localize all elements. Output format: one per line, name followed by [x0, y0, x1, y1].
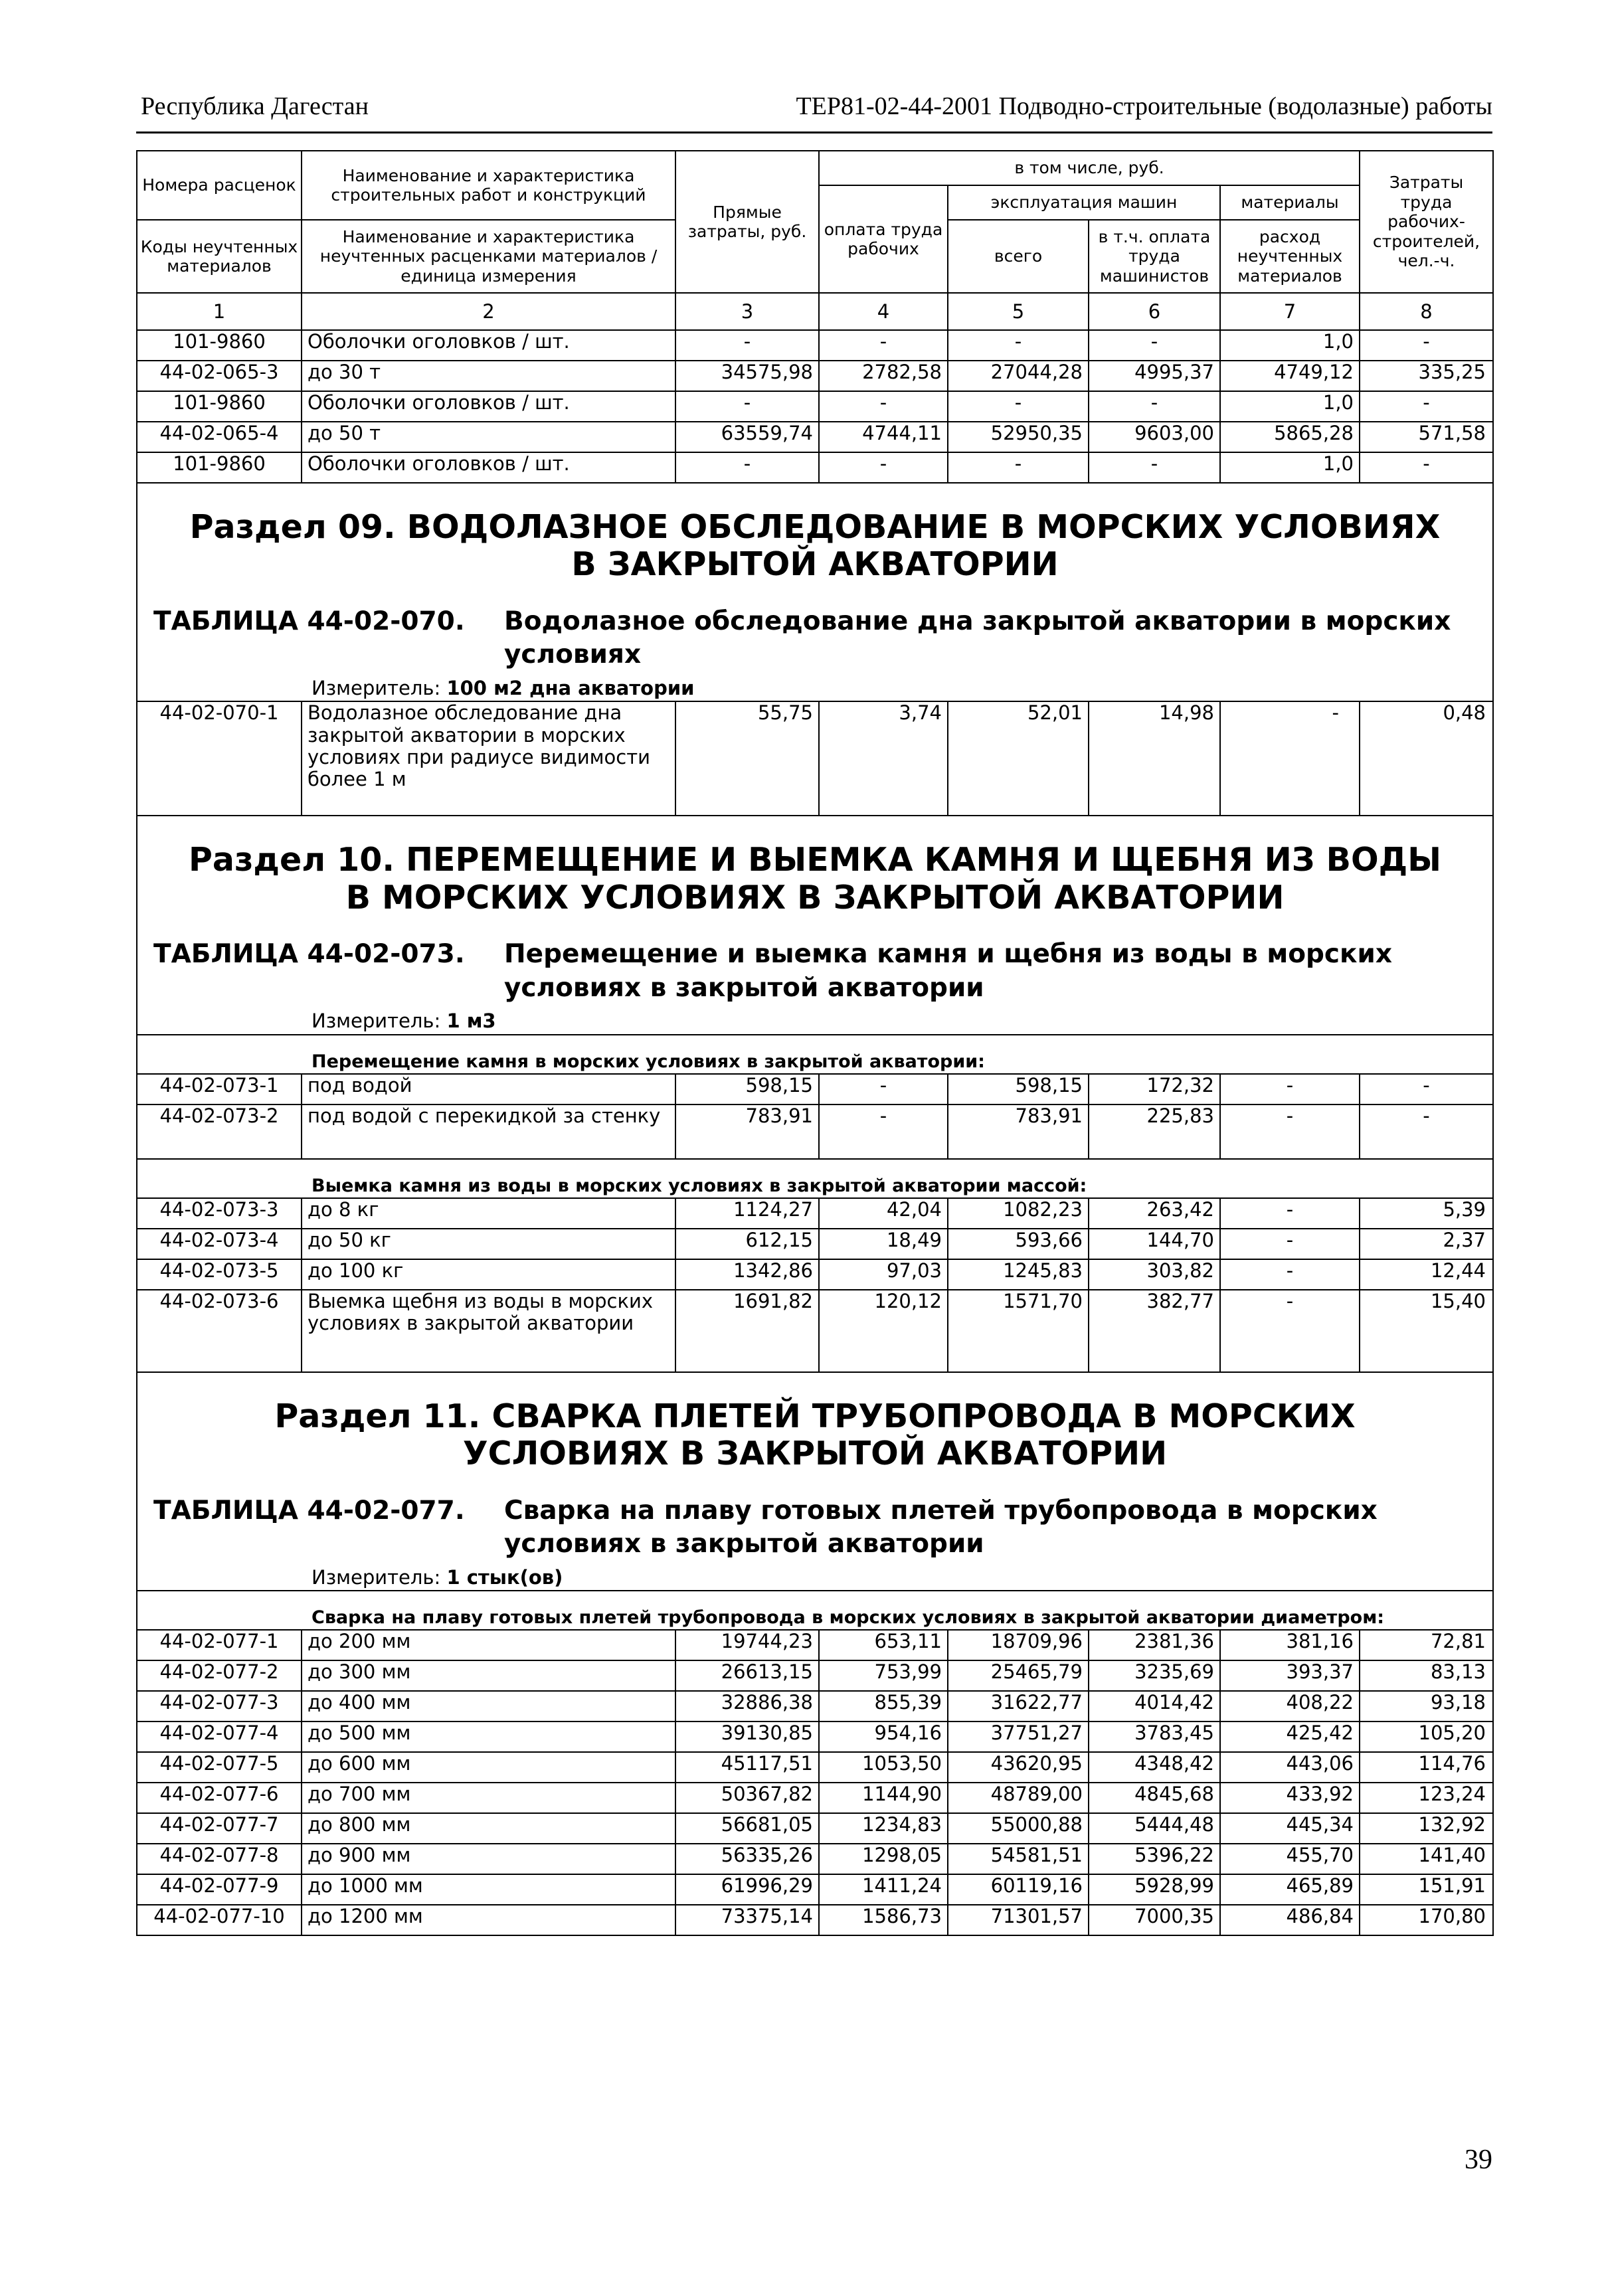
rate-code: 44-02-077-2 [137, 1660, 302, 1691]
materials-cost: 408,22 [1220, 1691, 1360, 1722]
rate-code: 44-02-077-6 [137, 1783, 302, 1813]
rate-code: 44-02-073-6 [137, 1290, 302, 1372]
table-row [137, 1198, 1493, 1229]
header-labor-costs: Затраты труда рабочих-строителей, чел.-ч. [1360, 151, 1493, 293]
table-row [137, 361, 1493, 391]
materials-cost: 425,42 [1220, 1722, 1360, 1752]
operators-pay: 303,82 [1089, 1259, 1220, 1290]
header-operators-pay: в т.ч. оплата труда машинистов [1089, 220, 1220, 293]
rate-name: до 1000 мм [302, 1874, 675, 1905]
materials-cost: - [1220, 1198, 1360, 1229]
labor-pay: 1234,83 [819, 1813, 948, 1844]
labor-pay: 855,39 [819, 1691, 948, 1722]
machines-total: 43620,95 [948, 1752, 1089, 1783]
header-labor-pay: оплата труда рабочих [819, 185, 948, 293]
labor-pay: - [819, 391, 948, 422]
table-044-02-073-heading [137, 931, 1493, 1009]
section-09-title-line1: Раздел 09. ВОДОЛАЗНОЕ ОБСЛЕДОВАНИЕ В МОРСКИХ УСЛОВИЯХ [189, 508, 1441, 546]
table-row [137, 1691, 1493, 1722]
materials-cost: - [1220, 1074, 1360, 1104]
direct-costs: 45117,51 [675, 1752, 819, 1783]
header-material-codes: Коды неучтенных материалов [137, 220, 302, 293]
subheading-row [137, 1035, 1493, 1074]
table-044-02-077-heading [137, 1488, 1493, 1565]
section-11-heading-row [137, 1372, 1493, 1488]
machines-total: 71301,57 [948, 1905, 1089, 1935]
operators-pay: - [1089, 330, 1220, 361]
labor-costs: 15,40 [1360, 1290, 1493, 1372]
measure-value: 100 м2 дна акватории [446, 677, 695, 700]
materials-cost: - [1220, 1290, 1360, 1372]
direct-costs: 19744,23 [675, 1630, 819, 1660]
rate-code: 44-02-077-8 [137, 1844, 302, 1874]
table-row [137, 422, 1493, 452]
rate-code: 44-02-073-5 [137, 1259, 302, 1290]
rate-name: Оболочки оголовков / шт. [302, 330, 675, 361]
rate-name: до 900 мм [302, 1844, 675, 1874]
direct-costs: 32886,38 [675, 1691, 819, 1722]
machines-total: 54581,51 [948, 1844, 1089, 1874]
labor-pay: 18,49 [819, 1229, 948, 1259]
operators-pay: 144,70 [1089, 1229, 1220, 1259]
materials-cost: 1,0 [1220, 452, 1360, 483]
machines-total: 25465,79 [948, 1660, 1089, 1691]
operators-pay: 4348,42 [1089, 1752, 1220, 1783]
labor-pay: 3,74 [819, 701, 948, 816]
materials-cost: 465,89 [1220, 1874, 1360, 1905]
operators-pay: 382,77 [1089, 1290, 1220, 1372]
rate-name: до 400 мм [302, 1691, 675, 1722]
materials-cost: 433,92 [1220, 1783, 1360, 1813]
table-044-02-077-heading-row [137, 1488, 1493, 1565]
labor-costs: - [1360, 330, 1493, 361]
measure-value: 1 м3 [446, 1010, 496, 1033]
table-row [137, 701, 1493, 816]
column-number: 1 [137, 293, 302, 330]
labor-costs: 105,20 [1360, 1722, 1493, 1752]
labor-costs: - [1360, 391, 1493, 422]
materials-cost: - [1220, 1229, 1360, 1259]
labor-pay: 954,16 [819, 1722, 948, 1752]
table-row [137, 1630, 1493, 1660]
section-11-title-line1: Раздел 11. СВАРКА ПЛЕТЕЙ ТРУБОПРОВОДА В МОРСКИХ [274, 1397, 1356, 1435]
header-divider [136, 132, 1492, 133]
rate-name: до 700 мм [302, 1783, 675, 1813]
machines-total: 52,01 [948, 701, 1089, 816]
table-row [137, 1722, 1493, 1752]
operators-pay: 225,83 [1089, 1104, 1220, 1159]
table-title: Сварка на плаву готовых плетей трубопровода в морских условиях в закрытой акватории [504, 1495, 1378, 1559]
machines-total: 27044,28 [948, 361, 1089, 391]
header-work-name: Наименование и характеристика строительных работ и конструкций [302, 151, 675, 220]
direct-costs: 1342,86 [675, 1259, 819, 1290]
operators-pay: 4845,68 [1089, 1783, 1220, 1813]
rate-name: до 50 т [302, 422, 675, 452]
subheading-pipeline-welding: Сварка на плаву готовых плетей трубопровода в морских условиях в закрытой акватории диаметром: [137, 1591, 1493, 1630]
labor-pay: 653,11 [819, 1630, 948, 1660]
rate-name: до 800 мм [302, 1813, 675, 1844]
rate-code: 44-02-077-7 [137, 1813, 302, 1844]
direct-costs: 1124,27 [675, 1198, 819, 1229]
operators-pay: 5396,22 [1089, 1844, 1220, 1874]
table-row [137, 1104, 1493, 1159]
direct-costs: 50367,82 [675, 1783, 819, 1813]
labor-pay: - [819, 452, 948, 483]
table-row [137, 1813, 1493, 1844]
table-row [137, 330, 1493, 361]
direct-costs: 39130,85 [675, 1722, 819, 1752]
subheading-stone-moving: Перемещение камня в морских условиях в закрытой акватории: [137, 1035, 1493, 1074]
table-row [137, 1660, 1493, 1691]
rate-code: 44-02-073-2 [137, 1104, 302, 1159]
rate-name: до 200 мм [302, 1630, 675, 1660]
measure-row [137, 1565, 1493, 1591]
operators-pay: 4995,37 [1089, 361, 1220, 391]
direct-costs: 73375,14 [675, 1905, 819, 1935]
operators-pay: 3235,69 [1089, 1660, 1220, 1691]
section-10-title-line1: Раздел 10. ПЕРЕМЕЩЕНИЕ И ВЫЕМКА КАМНЯ И ЩЕБНЯ ИЗ ВОДЫ [188, 841, 1442, 879]
section-09-title-line2: В ЗАКРЫТОЙ АКВАТОРИИ [571, 545, 1059, 584]
rate-name: до 100 кг [302, 1259, 675, 1290]
labor-pay: 42,04 [819, 1198, 948, 1229]
table-label: ТАБЛИЦА 44-02-070. [153, 606, 465, 636]
table-title: Водолазное обследование дна закрытой акватории в морских условиях [504, 606, 1451, 670]
section-10-title-line2: В МОРСКИХ УСЛОВИЯХ В ЗАКРЫТОЙ АКВАТОРИИ [345, 878, 1285, 917]
labor-pay: 2782,58 [819, 361, 948, 391]
measure-value: 1 стык(ов) [446, 1565, 563, 1589]
machines-total: 52950,35 [948, 422, 1089, 452]
labor-costs: 132,92 [1360, 1813, 1493, 1844]
labor-pay: 1586,73 [819, 1905, 948, 1935]
rate-code: 44-02-065-4 [137, 422, 302, 452]
rate-name: до 8 кг [302, 1198, 675, 1229]
machines-total: 1082,23 [948, 1198, 1089, 1229]
header-material-name: Наименование и характеристика неучтенных расценками материалов / единица измерения [302, 220, 675, 293]
rate-name: до 50 кг [302, 1229, 675, 1259]
operators-pay: 5444,48 [1089, 1813, 1220, 1844]
table-044-02-070-heading [137, 598, 1493, 676]
rate-code: 44-02-065-3 [137, 361, 302, 391]
labor-costs: 141,40 [1360, 1844, 1493, 1874]
direct-costs: - [675, 330, 819, 361]
machines-total: 598,15 [948, 1074, 1089, 1104]
direct-costs: - [675, 391, 819, 422]
materials-cost: - [1220, 701, 1360, 816]
table-044-02-073-heading-row [137, 931, 1493, 1009]
table-row [137, 1874, 1493, 1905]
header-including: в том числе, руб. [819, 151, 1360, 185]
table-044-02-070-heading-row [137, 598, 1493, 676]
operators-pay: 4014,42 [1089, 1691, 1220, 1722]
labor-pay: 97,03 [819, 1259, 948, 1290]
measure-row [137, 676, 1493, 701]
operators-pay: 263,42 [1089, 1198, 1220, 1229]
labor-costs: 114,76 [1360, 1752, 1493, 1783]
column-number: 6 [1089, 293, 1220, 330]
table-label: ТАБЛИЦА 44-02-073. [153, 939, 465, 970]
table-row [137, 452, 1493, 483]
labor-pay: - [819, 1074, 948, 1104]
labor-costs: 335,25 [1360, 361, 1493, 391]
rate-code: 44-02-077-3 [137, 1691, 302, 1722]
operators-pay: - [1089, 391, 1220, 422]
rate-code: 101-9860 [137, 391, 302, 422]
section-09-heading-row [137, 483, 1493, 598]
section-11-title-line2: УСЛОВИЯХ В ЗАКРЫТОЙ АКВАТОРИИ [462, 1435, 1168, 1473]
machines-total: 1571,70 [948, 1290, 1089, 1372]
labor-costs: 0,48 [1360, 701, 1493, 816]
materials-cost: 393,37 [1220, 1660, 1360, 1691]
materials-cost: - [1220, 1104, 1360, 1159]
machines-total: 783,91 [948, 1104, 1089, 1159]
direct-costs: 783,91 [675, 1104, 819, 1159]
rate-name: Выемка щебня из воды в морских условиях в закрытой акватории [302, 1290, 675, 1372]
labor-costs: - [1360, 1074, 1493, 1104]
rate-code: 101-9860 [137, 330, 302, 361]
direct-costs: 56335,26 [675, 1844, 819, 1874]
labor-pay: 1298,05 [819, 1844, 948, 1874]
machines-total: 55000,88 [948, 1813, 1089, 1844]
table-row [137, 1229, 1493, 1259]
materials-cost: 4749,12 [1220, 361, 1360, 391]
direct-costs: 34575,98 [675, 361, 819, 391]
measure-unit [137, 1565, 1493, 1591]
table-row [137, 391, 1493, 422]
rate-code: 44-02-070-1 [137, 701, 302, 816]
operators-pay: 3783,45 [1089, 1722, 1220, 1752]
measure-label: Измеритель: [312, 1565, 441, 1589]
header-region: Республика Дагестан [141, 92, 369, 120]
labor-pay: 1411,24 [819, 1874, 948, 1905]
materials-cost: 5865,28 [1220, 422, 1360, 452]
section-09-heading [137, 483, 1493, 598]
materials-cost: 445,34 [1220, 1813, 1360, 1844]
labor-costs: 5,39 [1360, 1198, 1493, 1229]
labor-costs: 151,91 [1360, 1874, 1493, 1905]
table-row [137, 1074, 1493, 1104]
measure-unit [137, 1009, 1493, 1034]
table-row [137, 1905, 1493, 1935]
header-materials: материалы [1220, 185, 1360, 220]
operators-pay: 5928,99 [1089, 1874, 1220, 1905]
direct-costs: - [675, 452, 819, 483]
rate-code: 44-02-077-10 [137, 1905, 302, 1935]
labor-pay: 1144,90 [819, 1783, 948, 1813]
column-number: 5 [948, 293, 1089, 330]
labor-costs: - [1360, 452, 1493, 483]
table-row [137, 1259, 1493, 1290]
operators-pay: 2381,36 [1089, 1630, 1220, 1660]
materials-cost: 455,70 [1220, 1844, 1360, 1874]
measure-row [137, 1009, 1493, 1034]
rate-name: до 600 мм [302, 1752, 675, 1783]
subheading-stone-removal: Выемка камня из воды в морских условиях в закрытой акватории массой: [137, 1159, 1493, 1198]
materials-cost: 1,0 [1220, 391, 1360, 422]
machines-total: 31622,77 [948, 1691, 1089, 1722]
rate-name: Водолазное обследование дна закрытой акватории в морских условиях при радиусе видимости более 1 м [302, 701, 675, 816]
direct-costs: 61996,29 [675, 1874, 819, 1905]
section-10-heading-row [137, 816, 1493, 931]
subheading-row [137, 1159, 1493, 1198]
rate-code: 44-02-073-4 [137, 1229, 302, 1259]
rate-code: 44-02-073-3 [137, 1198, 302, 1229]
column-number: 8 [1360, 293, 1493, 330]
labor-pay: 120,12 [819, 1290, 948, 1372]
measure-label: Измеритель: [312, 1010, 441, 1033]
machines-total: 37751,27 [948, 1722, 1089, 1752]
machines-total: - [948, 391, 1089, 422]
column-number: 4 [819, 293, 948, 330]
labor-costs: 12,44 [1360, 1259, 1493, 1290]
rate-name: под водой [302, 1074, 675, 1104]
table-header [137, 151, 1493, 330]
rate-name: до 30 т [302, 361, 675, 391]
rate-code: 44-02-077-9 [137, 1874, 302, 1905]
direct-costs: 26613,15 [675, 1660, 819, 1691]
column-number: 7 [1220, 293, 1360, 330]
subheading-row [137, 1591, 1493, 1630]
operators-pay: - [1089, 452, 1220, 483]
column-number: 3 [675, 293, 819, 330]
machines-total: 1245,83 [948, 1259, 1089, 1290]
rate-name: Оболочки оголовков / шт. [302, 391, 675, 422]
rates-table [136, 150, 1494, 1936]
labor-costs: 83,13 [1360, 1660, 1493, 1691]
labor-costs: 123,24 [1360, 1783, 1493, 1813]
rate-name: под водой с перекидкой за стенку [302, 1104, 675, 1159]
page-number: 39 [1465, 2145, 1492, 2175]
direct-costs: 55,75 [675, 701, 819, 816]
table-row [137, 1783, 1493, 1813]
operators-pay: 7000,35 [1089, 1905, 1220, 1935]
machines-total: 18709,96 [948, 1630, 1089, 1660]
table-row [137, 1752, 1493, 1783]
direct-costs: 1691,82 [675, 1290, 819, 1372]
table-title: Перемещение и выемка камня и щебня из воды в морских условиях в закрытой акватории [504, 939, 1392, 1003]
direct-costs: 56681,05 [675, 1813, 819, 1844]
table-row [137, 1290, 1493, 1372]
rate-code: 101-9860 [137, 452, 302, 483]
table-row [137, 1844, 1493, 1874]
direct-costs: 598,15 [675, 1074, 819, 1104]
machines-total: 593,66 [948, 1229, 1089, 1259]
operators-pay: 9603,00 [1089, 422, 1220, 452]
rate-code: 44-02-077-5 [137, 1752, 302, 1783]
labor-costs: 2,37 [1360, 1229, 1493, 1259]
header-unaccounted-materials: расход неучтенных материалов [1220, 220, 1360, 293]
machines-total: 60119,16 [948, 1874, 1089, 1905]
header-machines: эксплуатация машин [948, 185, 1220, 220]
column-number: 2 [302, 293, 675, 330]
labor-costs: 93,18 [1360, 1691, 1493, 1722]
rate-code: 44-02-077-4 [137, 1722, 302, 1752]
labor-pay: - [819, 330, 948, 361]
machines-total: 48789,00 [948, 1783, 1089, 1813]
labor-costs: 571,58 [1360, 422, 1493, 452]
section-10-heading [137, 816, 1493, 931]
labor-pay: - [819, 1104, 948, 1159]
rate-name: до 500 мм [302, 1722, 675, 1752]
labor-pay: 753,99 [819, 1660, 948, 1691]
labor-costs: 72,81 [1360, 1630, 1493, 1660]
labor-costs: 170,80 [1360, 1905, 1493, 1935]
header-direct-costs: Прямые затраты, руб. [675, 151, 819, 293]
header-document-title: ТЕР81-02-44-2001 Подводно-строительные (водолазные) работы [796, 92, 1492, 120]
materials-cost: 381,16 [1220, 1630, 1360, 1660]
column-number-row [137, 293, 1493, 330]
rate-name: до 300 мм [302, 1660, 675, 1691]
rate-name: до 1200 мм [302, 1905, 675, 1935]
labor-costs: - [1360, 1104, 1493, 1159]
materials-cost: 1,0 [1220, 330, 1360, 361]
labor-pay: 1053,50 [819, 1752, 948, 1783]
direct-costs: 612,15 [675, 1229, 819, 1259]
materials-cost: 486,84 [1220, 1905, 1360, 1935]
rate-name: Оболочки оголовков / шт. [302, 452, 675, 483]
operators-pay: 172,32 [1089, 1074, 1220, 1104]
header-rate-numbers: Номера расценок [137, 151, 302, 220]
machines-total: - [948, 452, 1089, 483]
table-label: ТАБЛИЦА 44-02-077. [153, 1495, 465, 1526]
machines-total: - [948, 330, 1089, 361]
direct-costs: 63559,74 [675, 422, 819, 452]
rate-code: 44-02-073-1 [137, 1074, 302, 1104]
measure-label: Измеритель: [312, 677, 441, 700]
operators-pay: 14,98 [1089, 701, 1220, 816]
rate-code: 44-02-077-1 [137, 1630, 302, 1660]
measure-unit [137, 676, 1493, 701]
header-machines-total: всего [948, 220, 1089, 293]
section-11-heading [137, 1372, 1493, 1488]
materials-cost: - [1220, 1259, 1360, 1290]
labor-pay: 4744,11 [819, 422, 948, 452]
materials-cost: 443,06 [1220, 1752, 1360, 1783]
